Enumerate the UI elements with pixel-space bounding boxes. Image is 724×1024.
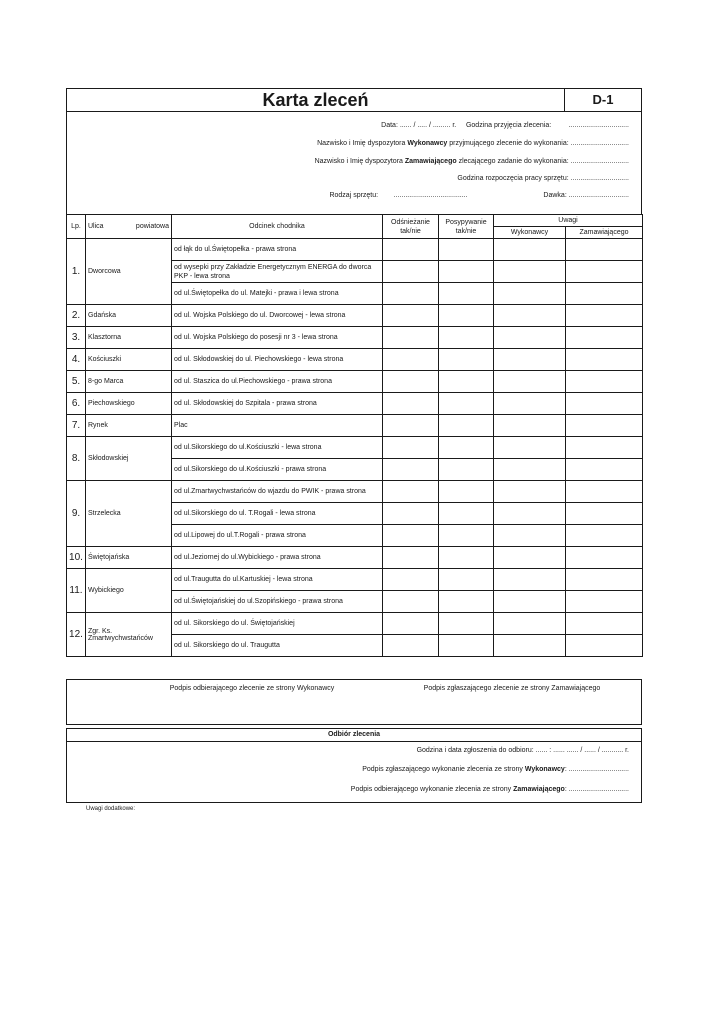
contractor-dispatcher-line[interactable] xyxy=(317,139,629,149)
segment-description: od ul.Sikorskiego do ul. T.Rogali - lewa strona xyxy=(172,503,383,525)
sand-cell[interactable] xyxy=(439,415,494,437)
segment-description: od ul.Jeziornej do ul.Wybickiego - prawa strona xyxy=(172,547,383,569)
contractor-remarks-cell[interactable] xyxy=(494,547,566,569)
contractor-completion-bold: Wykonawcy xyxy=(524,766,565,773)
equipment-type-label: Rodzaj sprzętu: xyxy=(329,192,379,199)
client-remarks-cell[interactable] xyxy=(566,305,643,327)
row-number: 11. xyxy=(67,569,86,613)
dose-field[interactable]: Dawka: ............................... xyxy=(543,192,629,199)
street-name: Zgr. Ks. Zmartwychwstańców xyxy=(86,613,172,657)
client-remarks-cell[interactable] xyxy=(566,261,643,283)
row-number: 6. xyxy=(67,393,86,415)
segment-description: od ul. Skłodowskiej do Szpitala - prawa strona xyxy=(172,393,383,415)
street-name: Świętojańska xyxy=(86,547,172,569)
segment-header: Odcinek chodnika xyxy=(172,215,383,239)
segment-description: od ul.Sikorskiego do ul.Kościuszki - prawa strona xyxy=(172,459,383,481)
sand-cell[interactable] xyxy=(439,481,494,503)
client-signature[interactable]: Podpis zgłaszającego zlecenie ze strony Zamawiającego xyxy=(423,685,601,692)
street-name: Kościuszki xyxy=(86,349,172,371)
row-number: 12. xyxy=(67,613,86,657)
table-row xyxy=(67,613,643,635)
sand-cell[interactable] xyxy=(439,635,494,657)
sand-cell[interactable] xyxy=(439,591,494,613)
client-dispatcher-bold: Zamawiającego xyxy=(404,158,457,165)
sand-header: Posypywanie tak/nie xyxy=(439,215,494,239)
snow-cell[interactable] xyxy=(383,569,439,591)
client-remarks-cell[interactable] xyxy=(566,547,643,569)
contractor-dispatcher-bold: Wykonawcy xyxy=(407,140,448,147)
date-field[interactable]: Data: ...... / ..... / ......... r. xyxy=(381,122,457,129)
sand-cell[interactable] xyxy=(439,459,494,481)
segment-description: od ul. Wojska Polskiego do ul. Dworcowej - lewa strona xyxy=(172,305,383,327)
segment-description: od ul.Sikorskiego do ul.Kościuszki - lewa strona xyxy=(172,437,383,459)
additional-notes-label: Uwagi dodatkowe: xyxy=(86,806,136,812)
client-remarks-cell[interactable] xyxy=(566,569,643,591)
order-collection-block xyxy=(66,728,642,803)
snow-cell[interactable] xyxy=(383,305,439,327)
client-remarks-cell[interactable] xyxy=(566,591,643,613)
order-info-block xyxy=(66,111,642,214)
segment-description: od ul.Świętopełka do ul. Matejki - prawa i lewa strona xyxy=(172,283,383,305)
sand-cell[interactable] xyxy=(439,525,494,547)
table-row xyxy=(67,569,643,591)
row-number: 4. xyxy=(67,349,86,371)
street-name: Wybickiego xyxy=(86,569,172,613)
table-row xyxy=(67,349,643,371)
row-number: 5. xyxy=(67,371,86,393)
row-number: 10. xyxy=(67,547,86,569)
snow-cell[interactable] xyxy=(383,503,439,525)
remarks-header: Uwagi xyxy=(494,215,643,227)
client-remarks-cell[interactable] xyxy=(566,459,643,481)
orders-table xyxy=(66,214,643,657)
sand-cell[interactable] xyxy=(439,393,494,415)
form-title: Karta zleceń xyxy=(262,90,369,110)
row-number: 1. xyxy=(67,239,86,305)
snow-cell[interactable] xyxy=(383,635,439,657)
client-remarks-cell[interactable] xyxy=(566,393,643,415)
table-row xyxy=(67,327,643,349)
client-remarks-cell[interactable] xyxy=(566,437,643,459)
sand-cell[interactable] xyxy=(439,327,494,349)
row-number: 7. xyxy=(67,415,86,437)
street-name: Skłodowskiej xyxy=(86,437,172,481)
client-dispatcher-field[interactable]: zlecającego zadanie do wykonania: .............................. xyxy=(456,158,629,165)
contractor-completion-signature[interactable] xyxy=(362,765,629,775)
client-remarks-cell[interactable] xyxy=(566,525,643,547)
snow-cell[interactable] xyxy=(383,481,439,503)
segment-description: od ul. Sikorskiego do ul. Świętojańskiej xyxy=(172,613,383,635)
client-remarks-cell[interactable] xyxy=(566,503,643,525)
street-name: Dworcowa xyxy=(86,239,172,305)
sand-cell[interactable] xyxy=(439,305,494,327)
snow-cell[interactable] xyxy=(383,591,439,613)
snow-cell[interactable] xyxy=(383,327,439,349)
contractor-remarks-cell[interactable] xyxy=(494,349,566,371)
row-number: 3. xyxy=(67,327,86,349)
client-remarks-cell[interactable] xyxy=(566,415,643,437)
street-name: 8-go Marca xyxy=(86,371,172,393)
contractor-remarks-cell[interactable] xyxy=(494,613,566,635)
contractor-dispatcher-field[interactable]: przyjmującego zlecenie do wykonania: .............................. xyxy=(447,140,629,147)
snow-cell[interactable] xyxy=(383,525,439,547)
collection-title: Odbiór zlecenia xyxy=(67,729,641,742)
equipment-start-time-line[interactable]: Godzina rozpoczęcia pracy sprzętu: .............................. xyxy=(457,175,629,182)
client-completion-label: Podpis odbierającego wykonanie zlecenia ze strony xyxy=(350,786,514,793)
table-row xyxy=(67,393,643,415)
segment-description: od ul. Staszica do ul.Piechowskiego - prawa strona xyxy=(172,371,383,393)
equipment-type-field[interactable]: ...................................... xyxy=(393,192,468,199)
contractor-remarks-cell[interactable] xyxy=(494,239,566,261)
segment-description: od ul.Zmartwychwstańców do wjazdu do PWIK - prawa strona xyxy=(172,481,383,503)
row-number: 2. xyxy=(67,305,86,327)
contractor-remarks-cell[interactable] xyxy=(494,569,566,591)
contractor-remarks-cell[interactable] xyxy=(494,437,566,459)
snow-header: Odśnieżanie tak/nie xyxy=(383,215,439,239)
contractor-remarks-cell[interactable] xyxy=(494,459,566,481)
sand-cell[interactable] xyxy=(439,371,494,393)
segment-description: od ul. Wojska Polskiego do posesji nr 3 - lewa strona xyxy=(172,327,383,349)
snow-cell[interactable] xyxy=(383,283,439,305)
contractor-remarks-cell[interactable] xyxy=(494,525,566,547)
snow-cell[interactable] xyxy=(383,459,439,481)
remarks-client-header: Zamawiającego xyxy=(566,227,643,239)
lp-header: Lp. xyxy=(67,215,86,239)
orders-body xyxy=(67,239,643,657)
signature-block xyxy=(66,679,642,725)
snow-cell[interactable] xyxy=(383,547,439,569)
contractor-dispatcher-label: Nazwisko i Imię dyspozytora xyxy=(317,140,408,147)
client-dispatcher-label: Nazwisko i Imię dyspozytora xyxy=(314,158,405,165)
contractor-remarks-cell[interactable] xyxy=(494,481,566,503)
contractor-remarks-cell[interactable] xyxy=(494,261,566,283)
sand-cell[interactable] xyxy=(439,349,494,371)
segment-description: od ul. Sikorskiego do ul. Traugutta xyxy=(172,635,383,657)
client-completion-field[interactable]: : ............................... xyxy=(564,786,629,793)
date-line xyxy=(381,121,629,131)
table-row xyxy=(67,305,643,327)
street-name: Piechowskiego xyxy=(86,393,172,415)
table-row xyxy=(67,371,643,393)
remarks-contractor-header: Wykonawcy xyxy=(494,227,566,239)
sand-cell[interactable] xyxy=(439,613,494,635)
segment-description: Plac xyxy=(172,415,383,437)
collection-datetime-field[interactable]: Godzina i data zgłoszenia do odbioru: ...... : ...... ...... / ...... / ........... r. xyxy=(416,747,629,754)
table-row xyxy=(67,547,643,569)
contractor-remarks-cell[interactable] xyxy=(494,503,566,525)
segment-description: od łąk do ul.Świętopełka - prawa strona xyxy=(172,239,383,261)
street-header-label: Ulica xyxy=(88,223,104,230)
client-remarks-cell[interactable] xyxy=(566,635,643,657)
client-remarks-cell[interactable] xyxy=(566,327,643,349)
table-row xyxy=(67,437,643,459)
segment-description: od wysepki przy Zakładzie Energetycznym ENERGA do dworca PKP - lewa strona xyxy=(172,261,383,283)
segment-description: od ul.Lipowej do ul.T.Rogali - prawa strona xyxy=(172,525,383,547)
snow-cell[interactable] xyxy=(383,261,439,283)
table-row xyxy=(67,239,643,261)
form-code: D-1 xyxy=(564,89,641,111)
street-type-label: powiatowa xyxy=(135,223,169,230)
sand-cell[interactable] xyxy=(439,547,494,569)
street-name: Gdańska xyxy=(86,305,172,327)
client-remarks-cell[interactable] xyxy=(566,239,643,261)
contractor-remarks-cell[interactable] xyxy=(494,635,566,657)
sand-cell[interactable] xyxy=(439,239,494,261)
row-number: 8. xyxy=(67,437,86,481)
street-name: Rynek xyxy=(86,415,172,437)
client-remarks-cell[interactable] xyxy=(566,371,643,393)
snow-cell[interactable] xyxy=(383,349,439,371)
contractor-completion-label: Podpis zgłaszającego wykonanie zlecenia ze strony xyxy=(362,766,525,773)
contractor-remarks-cell[interactable] xyxy=(494,591,566,613)
snow-cell[interactable] xyxy=(383,613,439,635)
segment-description: od ul. Skłodowskiej do ul. Piechowskiego - lewa strona xyxy=(172,349,383,371)
client-remarks-cell[interactable] xyxy=(566,613,643,635)
snow-cell[interactable] xyxy=(383,393,439,415)
contractor-remarks-cell[interactable] xyxy=(494,415,566,437)
snow-cell[interactable] xyxy=(383,415,439,437)
sand-cell[interactable] xyxy=(439,283,494,305)
client-completion-signature[interactable] xyxy=(351,785,629,795)
client-remarks-cell[interactable] xyxy=(566,349,643,371)
row-number: 9. xyxy=(67,481,86,547)
contractor-completion-field[interactable]: : ............................... xyxy=(564,766,629,773)
contractor-remarks-cell[interactable] xyxy=(494,283,566,305)
segment-description: od ul.Świętojańskiej do ul.Szopińskiego - prawa strona xyxy=(172,591,383,613)
sand-cell[interactable] xyxy=(439,503,494,525)
client-completion-bold: Zamawiającego xyxy=(513,786,565,793)
segment-description: od ul.Traugutta do ul.Kartuskiej - lewa strona xyxy=(172,569,383,591)
contractor-signature[interactable]: Podpis odbierającego zlecenie ze strony Wykonawcy xyxy=(169,685,335,692)
client-dispatcher-line[interactable] xyxy=(315,157,629,167)
accept-time-field[interactable]: ............................... xyxy=(568,122,629,129)
street-name: Klasztorna xyxy=(86,327,172,349)
street-name: Strzelecka xyxy=(86,481,172,547)
table-row xyxy=(67,415,643,437)
contractor-remarks-cell[interactable] xyxy=(494,327,566,349)
form-header xyxy=(66,88,642,112)
snow-cell[interactable] xyxy=(383,239,439,261)
table-row xyxy=(67,481,643,503)
accept-time-label: Godzina przyjęcia zlecenia: xyxy=(465,122,552,129)
client-remarks-cell[interactable] xyxy=(566,481,643,503)
street-header xyxy=(86,215,172,239)
contractor-remarks-cell[interactable] xyxy=(494,393,566,415)
equipment-line xyxy=(329,191,629,201)
contractor-remarks-cell[interactable] xyxy=(494,371,566,393)
client-remarks-cell[interactable] xyxy=(566,283,643,305)
sand-cell[interactable] xyxy=(439,437,494,459)
contractor-remarks-cell[interactable] xyxy=(494,305,566,327)
snow-cell[interactable] xyxy=(383,437,439,459)
snow-cell[interactable] xyxy=(383,371,439,393)
sand-cell[interactable] xyxy=(439,261,494,283)
sand-cell[interactable] xyxy=(439,569,494,591)
